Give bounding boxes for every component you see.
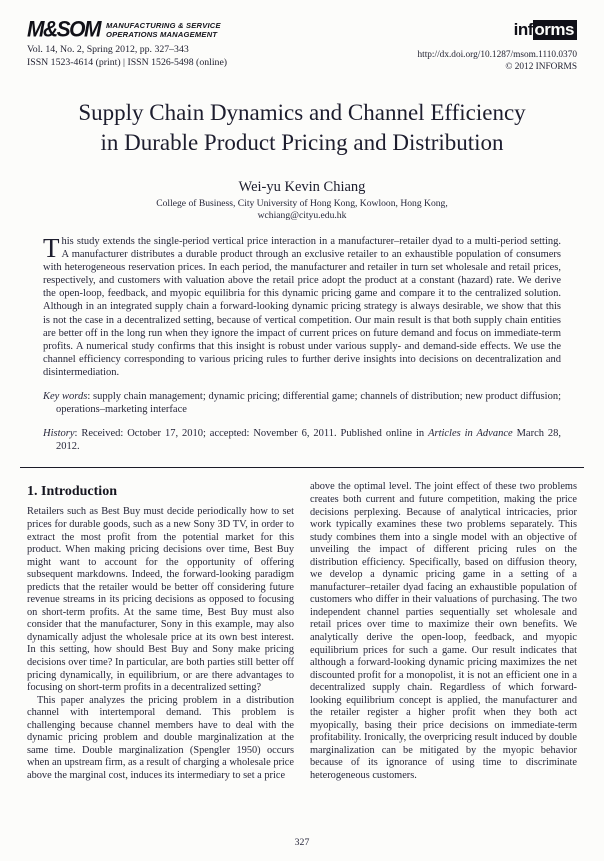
copyright-line: © 2012 INFORMS	[505, 62, 577, 72]
abstract-text: his study extends the single-period vertical price interaction in a manufacturer–retailer dyad to a multi-period setting. A manufacturer distributes a durable product through an exclusive retailer to an exhaustible population of consumers with heterogeneous reservation prices. In each period, the manufacturer and retailer in turn set wholesale and retail prices, respectively, and customers with valuation above the retail price adopt the product at a constant (hazard) rate. We derive the open-loop, feedback, and myopic equilibria for this dynamic pricing game and compare it to the centralized solution. Although in an integrated supply chain a forward-looking dynamic pricing strategy is always desirable, we show that this is not the case in a decentralized setting, because of vertical competition. Our main result is that both supply chain entities are better off in the long run when they ignore the impact of current prices on future demand and focus on immediate-term profits. A numerical study confirms that this insight is robust under various supply- and demand-side effects. We use the channel efficiency corresponding to various pricing rules to further derive insights into decisions on decentralization and disintermediation.	[43, 236, 561, 378]
journal-name-line2: OPERATIONS MANAGEMENT	[106, 30, 218, 40]
history-pre: : Received: October 17, 2010; accepted: November 6, 2011. Published online in	[74, 428, 429, 440]
paper-title	[27, 98, 577, 158]
right-column	[310, 481, 577, 782]
history-articles-in-advance: Articles in Advance	[428, 428, 513, 440]
author-affiliation: College of Business, City University of Hong Kong, Kowloon, Hong Kong,	[156, 198, 448, 209]
history-line	[43, 427, 561, 453]
page-number: 327	[294, 837, 310, 848]
page-header	[27, 17, 577, 73]
informs-logo-prefix: inf	[513, 20, 533, 39]
abstract-divider-rule	[20, 467, 584, 468]
doi-link: http://dx.doi.org/10.1287/msom.1110.0370	[417, 50, 577, 60]
keywords-text: : supply chain management; dynamic pricing; differential game; channels of distribution; new product diffusion; operations–marketing interface	[56, 391, 561, 416]
intro-paragraph-1: Retailers such as Best Buy must decide periodically how to set prices for durable goods, such as a new Sony 3D TV, in order to extract the most profit from the potential market for this product. When making pricing decisions over time, Best Buy might want to account for the opportunity of offering subsequent markdowns. Indeed, the forward-looking paradigm predicts that the retailer would be better off considering future revenue streams in its pricing decisions as opposed to focusing on short-term profits. At the same time, Best Buy must also consider that the manufacturer, Sony in this example, may also dynamically adjust the wholesale price at its own best interest. In this setting, how should Best Buy and Sony make pricing decisions over time? In particular, are both parties still better off pricing dynamically, in equilibrium, or are there advantages to focusing on short-term profits in a decentralized setting?	[27, 506, 294, 694]
body-columns	[27, 481, 577, 782]
intro-paragraph-continued: above the optimal level. The joint effect of these two problems creates both current and future competition, making the price decisions perplexing. Because of analytical intricacies, prior work typically examines these two problems separately. This study combines them into a single model with an objective of unveiling the impact of different pricing rules on the distribution efficiency. Specifically, based on diffusion theory, we develop a dynamic pricing game in a setting of a manufacturer–retailer dyad facing an exhaustible population of customers who differ in their valuations of purchasing. The two independent channel parties sequentially set wholesale and retail prices over time to maximize their own benefits. We analytically derive the open-loop, feedback, and myopic equilibrium prices for such a game. Our result indicates that although a forward-looking dynamic pricing maximizes the net discounted profit for a monopolist, it is not an efficient one in a decentralized supply chain. Regardless of which forward-looking equilibrium concept is applied, the manufacturer and the retailer register a higher profit when they both act myopically, basing their price decisions on immediate-term profitability. Ironically, the overpricing result induced by double marginalization can be mitigated by the myopic behavior because of its ignorance of using time to discriminate heterogeneous customers.	[310, 481, 577, 781]
abstract-dropcap: T	[43, 233, 60, 263]
abstract	[43, 235, 561, 379]
volume-issue-line: Vol. 14, No. 2, Spring 2012, pp. 327–343	[27, 44, 189, 55]
intro-paragraph-2: This paper analyzes the pricing problem in a distribution channel with intertemporal demand. This problem is challenging because channel members have to deal with the dynamic pricing problem and double marginalization at the same time. Double marginalization (Spengler 1950) occurs when an upstream firm, as a result of charging a wholesale price above the marginal cost, induces its intermediary to set a price	[27, 694, 294, 781]
journal-name	[106, 20, 221, 40]
history-post: March 28, 2012.	[56, 428, 562, 453]
journal-masthead	[27, 17, 228, 69]
history-label: History	[43, 428, 75, 440]
paper-title-line2: in Durable Product Pricing and Distribution	[100, 130, 504, 155]
left-column	[27, 481, 294, 782]
informs-logo-boxed: orms	[533, 20, 577, 40]
author-email: wchiang@cityu.edu.hk	[257, 210, 347, 221]
paper-title-line1: Supply Chain Dynamics and Channel Efficiency	[78, 100, 526, 125]
journal-name-line1: MANUFACTURING & SERVICE	[106, 21, 221, 30]
informs-logo	[514, 20, 577, 40]
keywords-line	[43, 390, 561, 416]
section-heading-introduction: 1. Introduction	[27, 484, 117, 500]
issn-line: ISSN 1523-4614 (print) | ISSN 1526-5498 (online)	[27, 57, 228, 68]
publisher-block	[417, 20, 577, 73]
msom-logo: M&SOM	[27, 17, 100, 42]
keywords-label: Key words	[43, 391, 88, 403]
author-name: Wei-yu Kevin Chiang	[238, 179, 366, 195]
